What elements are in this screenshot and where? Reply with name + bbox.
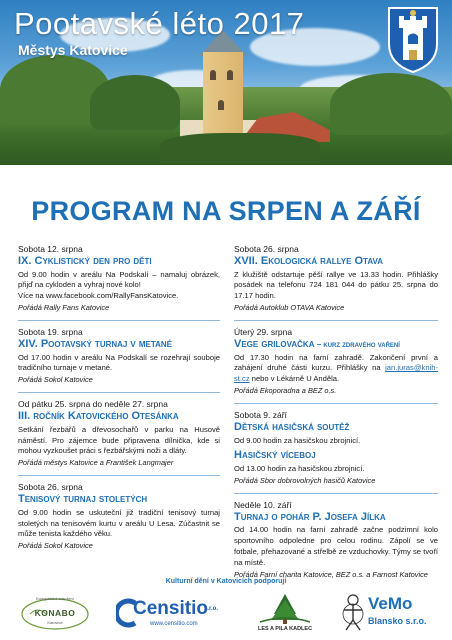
event-title: Dětská hasičská soutěž [234, 420, 350, 433]
event-text-2: Od 13.00 hodin za hasičskou zbrojnicí. [234, 464, 365, 474]
event-text: Setkání řezbářů a dřevosochařů v parku na Husově náměstí. Pro zájemce bude připravena dílnička, kde si mohou vyzkoušet práci s řezbářskými noži a dláty. [18, 424, 220, 456]
divider [18, 392, 220, 393]
event-link-text[interactable]: Více na www.facebook.com/RallyFansKatovice. [18, 291, 179, 301]
censitio-logo [116, 596, 226, 632]
event-title: Tenisový turnaj stoletých [18, 493, 148, 506]
event-turnaj-metane [18, 327, 220, 384]
event-text-a: Od 17.30 hodin na farní zahradě. Zakončení první a zahájení druhé části kurzu. Přihlášky na [234, 352, 438, 373]
konabo-top-text: Konopářské sdružení [36, 596, 74, 601]
event-date: Sobota 19. srpna [18, 326, 83, 337]
event-title: Turnaj o pohár P. Josefa Jílka [234, 510, 386, 523]
event-text: Od 14.00 hodin na farní zahradě začne podzimní kolo sportovního odpoledne pro celou rodinu. Zápolí se ve fotbale, přehazované a střelbě ze vzduchovky. Týmy se tvoří na místě. [234, 525, 438, 567]
email-link[interactable]: jan.juras@knih-st.cz [234, 363, 438, 384]
header-subtitle: Městys Katovice [18, 42, 128, 58]
les-a-pila-logo [250, 592, 320, 634]
event-title-main: Vege grilovačka [234, 337, 315, 350]
vemo-logo [338, 592, 438, 634]
censitio-url: www.censitio.com [150, 621, 198, 627]
event-text: Z klužiště odstartuje pěší rallye ve 13.33 hodin. Přihlášky posádek na telefonu 724 181 044 do pátku 25. srpna do 17.17 hodin. [234, 269, 438, 301]
divider [18, 475, 220, 476]
event-vege-grilovacka [234, 327, 438, 395]
event-title [234, 338, 438, 351]
vemo-figure-icon [338, 592, 368, 634]
event-otesanek [18, 399, 220, 467]
event-cyklisticky-den [18, 244, 220, 312]
divider [234, 320, 438, 321]
tree-saw-icon [250, 592, 320, 626]
program-title: PROGRAM NA SRPEN A ZÁŘÍ [31, 196, 421, 226]
event-hasicska-soutez [234, 410, 438, 485]
event-text: Od 9.00 hodin v areálu Na Podskalí – namaluj obrázek, přijď na cykloden a vyhraj nové kolo! [18, 269, 220, 290]
vemo-sub: Blansko s.r.o. [368, 616, 427, 626]
konabo-bottom-text: Katovice [47, 620, 63, 625]
event-title: XVII. Ekologická rallye Otava [234, 255, 384, 267]
event-organizer: Pořádá městys Katovice a František Langmajer [18, 458, 174, 468]
event-ekologicka-rallye [234, 244, 438, 312]
header-title: Pootavské léto 2017 [14, 6, 305, 41]
vemo-name: VeMo [368, 594, 413, 613]
event-text [234, 353, 438, 385]
konabo-logo [20, 592, 90, 632]
event-title: XIV. Pootavský turnaj v metané [18, 337, 173, 350]
town-crest-icon [385, 4, 441, 74]
event-turnaj-pohar [234, 500, 438, 579]
event-text: Od 17.00 hodin v areálu Na Podskalí se rozehrají souboje tradičního turnaje v metané. [18, 352, 220, 373]
event-organizer: Pořádá Sokol Katovice [18, 541, 93, 551]
event-title: III. ročník Katovického Otesánka [18, 410, 179, 423]
event-text: Od 9.00 hodin se uskuteční již tradiční tenisový turnaj stoletých na tenisovém kurtu v areálu U Lesa. Zúčastnit se může tenista každého věku. [18, 507, 220, 539]
event-date: Sobota 26. srpna [234, 244, 299, 254]
les-a-pila-name: LES A PILA KADLEC [257, 626, 313, 632]
event-organizer: Pořádá Ekoporadna a BEZ o.s. [234, 385, 337, 395]
censitio-suffix: s.r.o. [204, 606, 219, 612]
events-left-column [18, 244, 220, 558]
event-organizer: Pořádá Farní charita Katovice, BEZ o.s. a Farnost Katovice [234, 569, 428, 579]
konabo-name: KONABO [34, 608, 76, 618]
event-title-2: Hasičský víceboj [234, 449, 316, 462]
events-right-column [234, 244, 438, 587]
event-organizer: Pořádá Sokol Katovice [18, 375, 93, 385]
divider [234, 493, 438, 494]
event-organizer: Pořádá Sbor dobrovolných hasičů Katovice [234, 475, 376, 485]
sponsors-caption: Kulturní dění v Katovicích podporují [165, 578, 287, 585]
event-date: Úterý 29. srpna [234, 326, 293, 337]
event-organizer: Pořádá Rally Fans Katovice [18, 302, 110, 312]
event-title-suffix: – kurz zdravého vaření [314, 339, 400, 349]
event-text: Od 9.00 hodin za hasičskou zbrojnicí. [234, 435, 361, 445]
divider [234, 403, 438, 404]
event-title: IX. Cyklistický den pro děti [18, 255, 152, 267]
event-date: Sobota 12. srpna [18, 244, 83, 254]
censitio-name: Censitio [133, 598, 208, 619]
event-date: Sobota 9. září [234, 409, 287, 420]
event-organizer: Pořádá Autoklub OTAVA Katovice [234, 302, 345, 312]
event-text-b: nebo v Lékárně U Anděla. [249, 374, 340, 384]
divider [18, 320, 220, 321]
event-tenisovy-turnaj [18, 482, 220, 550]
event-date: Neděle 10. září [234, 499, 292, 510]
event-date: Od pátku 25. srpna do neděle 27. srpna [18, 399, 168, 410]
event-date: Sobota 26. srpna [18, 482, 83, 493]
